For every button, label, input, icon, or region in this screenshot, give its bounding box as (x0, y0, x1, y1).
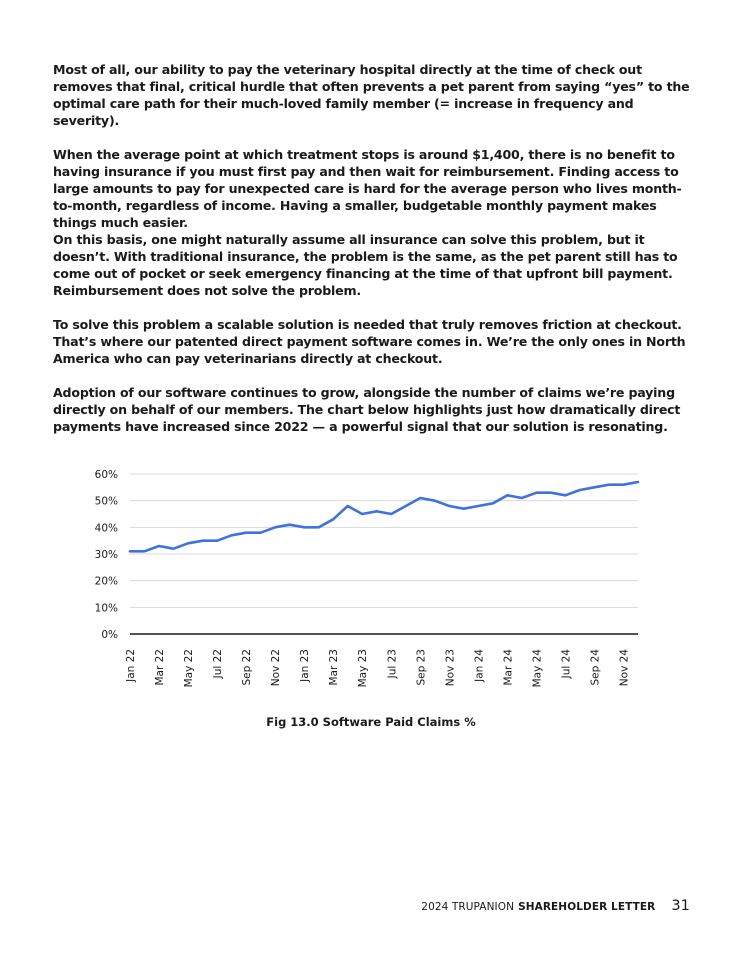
x-tick-label: Nov 24 (618, 649, 631, 687)
y-tick-label: 10% (94, 602, 118, 615)
y-tick-label: 60% (94, 469, 118, 481)
paragraph-3: On this basis, one might naturally assume all insurance can solve this problem, but it doesn’t. With traditional insurance, the problem is the same, as the pet parent still has to come out of pocket or seek emergency financing at the time of that upfront bill payment. Reimbursement does not solve the problem. (53, 232, 678, 298)
x-tick-label: Nov 22 (270, 649, 283, 687)
y-tick-label: 20% (94, 575, 118, 588)
figure-caption: Fig 13.0 Software Paid Claims % (266, 715, 476, 729)
footer-title: SHAREHOLDER LETTER (518, 901, 656, 913)
x-tick-label: Jan 22 (125, 649, 137, 682)
paragraph-4: To solve this problem a scalable solution is needed that truly removes friction at checkout. That’s where our patented direct payment software comes in. We’re the only ones in North America who can pay veterinarians directly at checkout. (53, 317, 686, 366)
x-tick-label: May 24 (531, 649, 544, 688)
software-paid-claims-chart (0, 440, 742, 710)
x-tick-label: Mar 24 (502, 649, 515, 686)
y-tick-label: 30% (94, 549, 118, 561)
page-number: 31 (671, 898, 690, 914)
x-tick-label: Jul 22 (212, 649, 225, 679)
body-text (53, 61, 693, 435)
x-tick-label: May 23 (357, 649, 370, 688)
paragraph-2: When the average point at which treatment stops is around $1,400, there is no benefit to having insurance if you must first pay and then wait for reimbursement. Finding access to large amounts to pay for unexpected care is hard for the average person who lives month-to-month, regardless of income. Having a smaller, budgetable monthly payment makes things much easier. (53, 147, 682, 230)
x-tick-label: Sep 22 (241, 649, 254, 686)
x-tick-label: Jan 24 (473, 649, 486, 682)
footer-prefix: 2024 TRUPANION (421, 901, 515, 913)
x-tick-label: Mar 22 (154, 649, 167, 686)
x-tick-label: Sep 23 (415, 649, 428, 686)
x-tick-label: Nov 23 (444, 649, 457, 687)
x-tick-label: May 22 (183, 649, 196, 688)
y-tick-label: 50% (94, 495, 118, 508)
x-tick-label: Jul 24 (560, 649, 573, 679)
paragraph-5: Adoption of our software continues to grow, alongside the number of claims we’re paying directly on behalf of our members. The chart below highlights just how dramatically direct payments have increased since 2022 — a powerful signal that our solution is resonating. (53, 385, 681, 434)
y-tick-label: 0% (101, 629, 118, 641)
paragraph-1: Most of all, our ability to pay the veterinary hospital directly at the time of check out removes that final, critical hurdle that often prevents a pet parent from saying “yes” to the optimal care path for their much-loved family member (= increase in frequency and severity). (53, 62, 690, 128)
page-footer (421, 898, 690, 914)
x-tick-label: Mar 23 (328, 649, 341, 686)
x-tick-label: Jul 23 (386, 649, 399, 679)
series-line (130, 482, 638, 551)
y-tick-label: 40% (94, 522, 118, 535)
x-tick-label: Sep 24 (589, 649, 602, 686)
x-tick-label: Jan 23 (299, 649, 312, 682)
